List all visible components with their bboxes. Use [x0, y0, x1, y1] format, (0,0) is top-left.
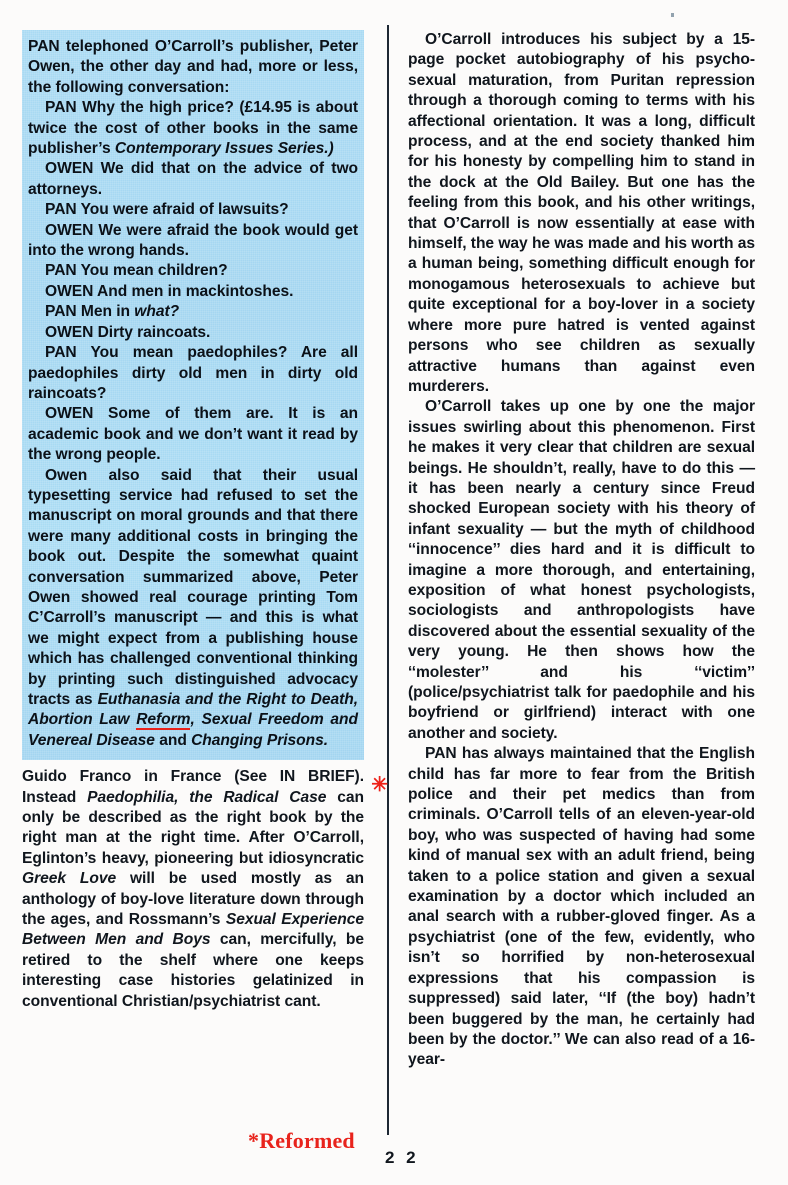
- paragraph: [28, 302, 358, 322]
- paragraph: [28, 200, 358, 220]
- paragraph: [28, 466, 358, 752]
- paragraph: [28, 159, 358, 200]
- paragraph: [28, 282, 358, 302]
- italic-title-run: Greek Love: [22, 870, 117, 888]
- italic-title-run: Contemporary Issues Series.): [114, 140, 334, 158]
- right-column-body-text: [408, 30, 755, 1071]
- italic-title-run: Paedophilia, the Radical Case: [87, 788, 327, 806]
- text-run: O’Carroll introduces his subject by a 15-page pocket autobiography of his psycho-sexual maturation, from Puritan repression through a thorough coming to terms with his affectional orientation. It was a long, difficult process, and at the end society thanked him for his honesty by compelling him to stand in the dock at the Old Bailey. But one has the feeling from this book, and his other writings, that O’Carroll is now essentially at ease with himself, the way he was made and his worth as a human being, something difficult enough for monogamous heterosexuals to achieve but quite exceptional for a boy-lover in a society where more pure hatred is vented against persons who see children as sexually attractive humans than against even murderers.: [408, 31, 755, 395]
- text-run: Guido Franco in France (See IN BRIEF). Instead: [22, 768, 364, 806]
- highlighted-interview-box: [22, 30, 364, 760]
- paragraph: [28, 261, 358, 281]
- text-run: Owen also said that their usual typesetting service had refused to set the manuscript on moral grounds and that there were many additional costs in bringing the book out. Despite the somewhat quaint conversation summarized above, Peter Owen showed real courage printing Tom C’Carroll’s manuscript — and this is what we might expect from a publishing house which has challenged conventional thinking by printing such distinguished advocacy tracts as: [28, 466, 358, 708]
- left-column: [22, 30, 388, 1012]
- text-run: PAN telephoned O’Carroll’s publisher, Peter Owen, the other day and had, more or less, the following conversation:: [28, 38, 358, 96]
- red-underlined-run: Reform: [136, 711, 191, 729]
- paragraph: [28, 323, 358, 343]
- paragraph: [408, 744, 755, 1071]
- text-run: O’Carroll takes up one by one the major issues swirling about this phenomenon. First he makes it very clear that children are sexual beings. He shouldn’t, really, have to do this — it has been nearly a century since Freud shocked European society with his theory of infant sexuality — but the myth of childhood ‘‘innocence’’ dies hard and it is difficult to imagine a more thorough, and entertaining, exposition of what honest psychologists, sociologists and anthropologists have discovered about the essential sexuality of the very young. He then shows how the ‘‘molester’’ and his ‘‘victim’’ (police/psychiatrist talk for paedophile and his boyfriend or girlfriend) interact with one another and society.: [408, 398, 755, 742]
- paragraph: [28, 343, 358, 404]
- italic-title-run: what?: [134, 303, 180, 321]
- text-run: OWEN Some of them are. It is an academic book and we don’t want it read by the wrong people.: [28, 405, 358, 464]
- text-run: PAN has always maintained that the English child has far more to fear from the British police and their pet medics than from criminals. O’Carroll tells of an eleven-year-old boy, who was suspected of having had some kind of manual sex with an adult friend, being taken to a police station and given a sexual examination by a doctor which included an anal search with a rubber-gloved finger. As a psychiatrist (one of the few, evidently, who isn’t so horrified by non-heterosexual expressions that his compassion is suppressed) said later, ‘‘If (the boy) hadn’t been buggered by the man, he certainly had been by the doctor.’’ We can also read of a 16-year-: [408, 745, 755, 1069]
- text-run: can, mercifully, be retired to the shelf where one keeps interesting case histories gelatinized in conventional Christian/psychiatrist cant.: [22, 931, 364, 1010]
- italic-title-run: ,: [190, 711, 202, 729]
- text-run: and: [154, 731, 192, 749]
- column-divider-rule: [387, 25, 389, 1135]
- paragraph: [28, 37, 358, 98]
- text-run: can only be described as the right book by the right man at the right time. After O’Carroll, Eglinton’s heavy, pioneering but idiosyncratic: [22, 788, 364, 867]
- paragraph: [28, 98, 358, 159]
- text-run: OWEN We were afraid the book would get into the wrong hands.: [28, 221, 358, 260]
- left-column-body-text: [22, 767, 364, 1012]
- paragraph: [28, 221, 358, 262]
- italic-title-run: Changing Prisons.: [191, 731, 328, 749]
- text-run: PAN You mean paedophiles? Are all paedophiles dirty old men in dirty old raincoats?: [28, 344, 358, 402]
- page-number: 2 2: [385, 1148, 420, 1167]
- italic-title-run: Sexual Freedom and Venereal Disease: [28, 711, 358, 749]
- scan-speck: [671, 13, 674, 17]
- italic-title-run: Euthanasia and the Right to Death, Abortion Law: [28, 691, 358, 729]
- text-run: PAN Men in: [45, 303, 135, 321]
- paragraph: [408, 397, 755, 744]
- text-run: PAN You were afraid of lawsuits?: [45, 201, 289, 219]
- footnote-reformed: *Reformed: [248, 1128, 355, 1153]
- text-run: OWEN We did that on the advice of two attorneys.: [28, 160, 358, 198]
- text-run: PAN You mean children?: [45, 262, 228, 280]
- text-run: OWEN Dirty raincoats.: [45, 323, 211, 341]
- text-run: will be used mostly as an anthology of boy-love literature down through the ages, and Rossmann’s: [22, 870, 364, 929]
- paragraph: [22, 767, 364, 1012]
- red-asterisk-margin-mark: ✳: [371, 774, 388, 796]
- paragraph: [408, 30, 755, 397]
- text-run: OWEN And men in mackintoshes.: [45, 282, 294, 300]
- italic-title-run: Sexual Experience Between Men and Boys: [22, 911, 364, 949]
- paragraph: [28, 404, 358, 465]
- text-run: PAN Why the high price? (£14.95 is about twice the cost of other books in the same publisher’s: [28, 99, 358, 158]
